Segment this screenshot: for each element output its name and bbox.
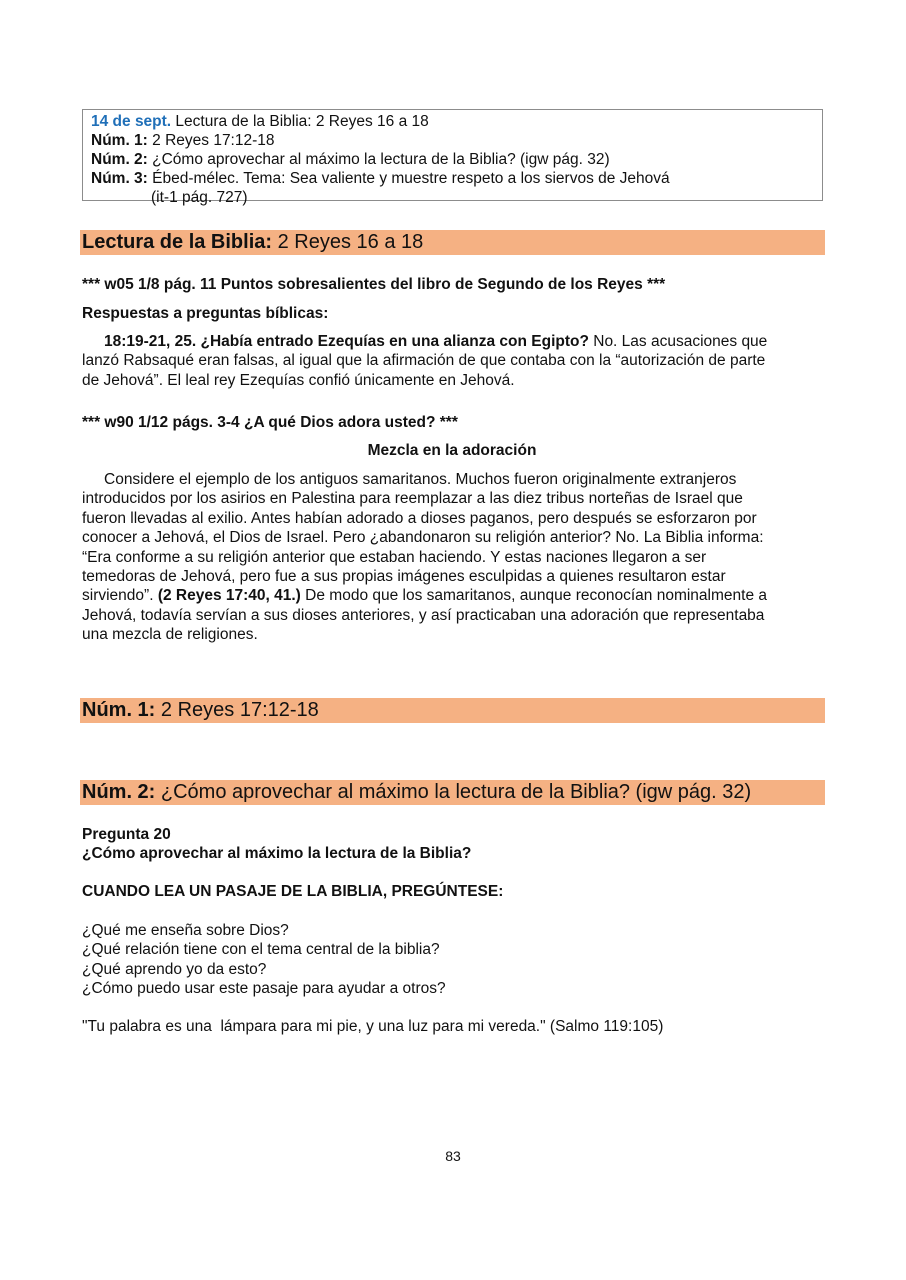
section-bar-num2 <box>80 780 825 805</box>
w90-line: Jehová, todavía servían a sus dioses anteriores, y así practicaban una adoración que representaba <box>82 606 765 624</box>
list-item: ¿Qué me enseña sobre Dios? <box>82 922 289 939</box>
section-text: 2 Reyes 16 a 18 <box>272 231 424 253</box>
list-item: ¿Qué aprendo yo da esto? <box>82 960 267 978</box>
section-text: 2 Reyes 17:12-18 <box>155 699 319 721</box>
schedule-item-label: Núm. 2: <box>91 151 148 168</box>
schedule-item-text: ¿Cómo aprovechar al máximo la lectura de la Biblia? (igw pág. 32) <box>147 151 610 168</box>
pregunta-quote: "Tu palabra es una lámpara para mi pie, y una luz para mi vereda." (Salmo 119:105) <box>82 1018 664 1035</box>
schedule-date: 14 de sept. <box>91 113 172 130</box>
w90-citation: (2 Reyes 17:40, 41.) <box>157 587 301 605</box>
section-label: Lectura de la Biblia: <box>82 231 273 253</box>
schedule-item-label: Núm. 3: <box>91 170 148 187</box>
schedule-box <box>82 109 823 206</box>
w90-title: Mezcla en la adoración <box>367 442 537 459</box>
w90-line: Considere el ejemplo de los antiguos samaritanos. Muchos fueron originalmente extranjeros <box>104 471 737 488</box>
pregunta-number: Pregunta 20 <box>82 826 171 843</box>
list-item: ¿Qué relación tiene con el tema central de la biblia? <box>82 941 440 959</box>
w05-heading: *** w05 1/8 pág. 11 Puntos sobresalientes del libro de Segundo de los Reyes *** <box>82 276 666 293</box>
schedule-item-text: Ébed-mélec. Tema: Sea valiente y muestre respeto a los siervos de Jehová <box>147 170 670 187</box>
schedule-item-3 <box>91 169 822 188</box>
w90-line: “Era conforme a su religión anterior que estaban haciendo. Y estas naciones llegaron a ser <box>82 548 707 566</box>
w05-paragraph <box>82 332 822 390</box>
w05-subheading: Respuestas a preguntas bíblicas: <box>82 305 329 322</box>
w90-line: fueron llevadas al exilio. Antes habían adorado a dioses paganos, pero después se esforzaron por <box>82 509 757 527</box>
schedule-item-label: Núm. 1: <box>91 132 148 149</box>
w90-line: una mezcla de religiones. <box>82 626 258 644</box>
section-text: ¿Cómo aprovechar al máximo la lectura de la Biblia? (igw pág. 32) <box>155 781 752 803</box>
section-label: Núm. 1: <box>82 699 156 721</box>
w90-line-pre: sirviendo”. <box>82 587 158 605</box>
w90-line: introducidos por los asirios en Palestina para reemplazar a las diez tribus norteñas de Israel que <box>82 490 743 508</box>
w05-line: lanzó Rabsaqué eran falsas, al igual que la afirmación de que contaba con la “autorización de parte <box>82 352 766 370</box>
section-bar-reading <box>80 230 825 255</box>
w05-line: No. Las acusaciones que <box>588 333 768 350</box>
list-item: ¿Cómo puedo usar este pasaje para ayudar a otros? <box>82 980 446 998</box>
w05-line: de Jehová”. El leal rey Ezequías confió únicamente en Jehová. <box>82 371 515 389</box>
w90-heading: *** w90 1/12 págs. 3-4 ¿A qué Dios adora usted? *** <box>82 414 458 431</box>
w05-question: 18:19-21, 25. ¿Había entrado Ezequías en una alianza con Egipto? <box>104 333 589 350</box>
w90-line: temedoras de Jehová, pero fue a sus propias imágenes esculpidas a quienes resultaron estar <box>82 568 726 586</box>
pregunta-list <box>82 921 446 999</box>
w90-line: conocer a Jehová, el Dios de Israel. Pero ¿abandonaron su religión anterior? No. La Biblia informa: <box>82 529 764 547</box>
pregunta-caps: CUANDO LEA UN PASAJE DE LA BIBLIA, PREGÚNTESE: <box>82 883 504 900</box>
section-bar-num1 <box>80 698 825 723</box>
schedule-item-text: 2 Reyes 17:12-18 <box>147 132 275 149</box>
pregunta-question: ¿Cómo aprovechar al máximo la lectura de la Biblia? <box>82 845 472 862</box>
page-number: 83 <box>445 1148 461 1164</box>
schedule-reading: Lectura de la Biblia: 2 Reyes 16 a 18 <box>171 113 429 130</box>
schedule-item-2 <box>91 150 822 169</box>
w90-line-post: De modo que los samaritanos, aunque reconocían nominalmente a <box>300 587 768 605</box>
w90-paragraph <box>82 470 822 645</box>
schedule-item-1 <box>91 131 822 150</box>
w90-line-citation <box>82 586 822 605</box>
section-label: Núm. 2: <box>82 781 156 803</box>
schedule-continuation: (it-1 pág. 727) <box>151 189 248 206</box>
schedule-header <box>91 112 822 131</box>
